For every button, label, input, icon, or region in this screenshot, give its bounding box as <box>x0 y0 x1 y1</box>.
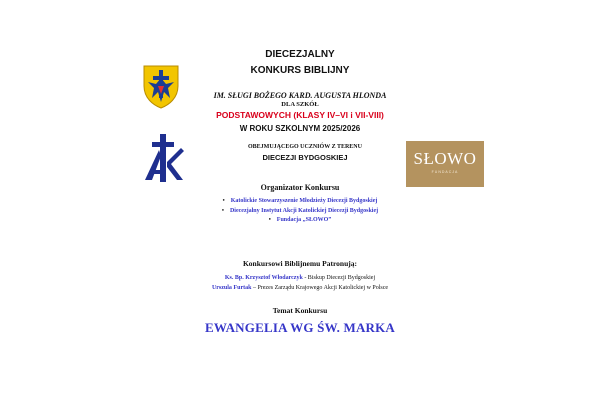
title-line-1: DIECEZJALNY <box>265 49 335 60</box>
organizer-item <box>0 207 600 217</box>
patron-role: – Prezes Zarządu Krajowego Akcji Katolickiej w Polsce <box>252 285 389 291</box>
patrons-heading: Konkursowi Biblijnemu Patronują: <box>242 259 358 268</box>
fundacja-slowo-logo <box>406 141 484 187</box>
bullet-icon: • <box>268 217 271 223</box>
organizer-label: Katolickie Stowarzyszenie Młodzieży Diecezji Bydgoskiej <box>230 198 378 204</box>
bullet-icon: • <box>222 198 225 204</box>
bullet-icon: • <box>221 207 224 214</box>
slowo-logo-subtext: FUNDACJA <box>431 170 459 174</box>
school-level-line: PODSTAWOWYCH (KLASY IV–VI i VII-VIII) <box>216 110 384 120</box>
school-year-line: W ROKU SZKOLNYM 2025/2026 <box>239 124 361 133</box>
organizers-list <box>0 197 600 226</box>
patron-name: Ks. Bp. Krzysztof Włodarczyk <box>224 275 303 281</box>
theme-title: EWANGELIA WG ŚW. MARKA <box>204 320 396 335</box>
organizer-item <box>0 216 600 226</box>
patron-line: IM. SŁUGI BOŻEGO KARD. AUGUSTA HLONDA <box>213 91 387 100</box>
patron-role: - Biskup Diecezji Bydgoskiej <box>304 275 376 281</box>
patron-entry <box>0 275 600 281</box>
organizer-label: Diecezjalny Instytut Akcji Katolickiej Diecezji Bydgoskiej <box>229 207 379 214</box>
organizer-label: Fundacja „SŁOWO” <box>276 217 332 223</box>
slowo-logo-text: SŁOWO <box>413 149 477 168</box>
theme-heading: Temat Konkursu <box>272 306 328 315</box>
diocese-line: DIECEZJI BYDGOSKIEJ <box>262 153 348 162</box>
organizer-item <box>0 197 600 207</box>
organizers-heading: Organizator Konkursu <box>260 183 340 192</box>
patron-entry <box>0 285 600 291</box>
akcja-katolicka-logo <box>141 132 185 184</box>
patron-name: Urszula Furtak <box>211 285 252 291</box>
title-line-2: KONKURS BIBLIJNY <box>250 65 350 76</box>
dla-szkol-line: DLA SZKÓŁ <box>281 101 319 108</box>
scope-line: OBEJMUJĄCEGO UCZNIÓW Z TERENU <box>248 144 362 150</box>
